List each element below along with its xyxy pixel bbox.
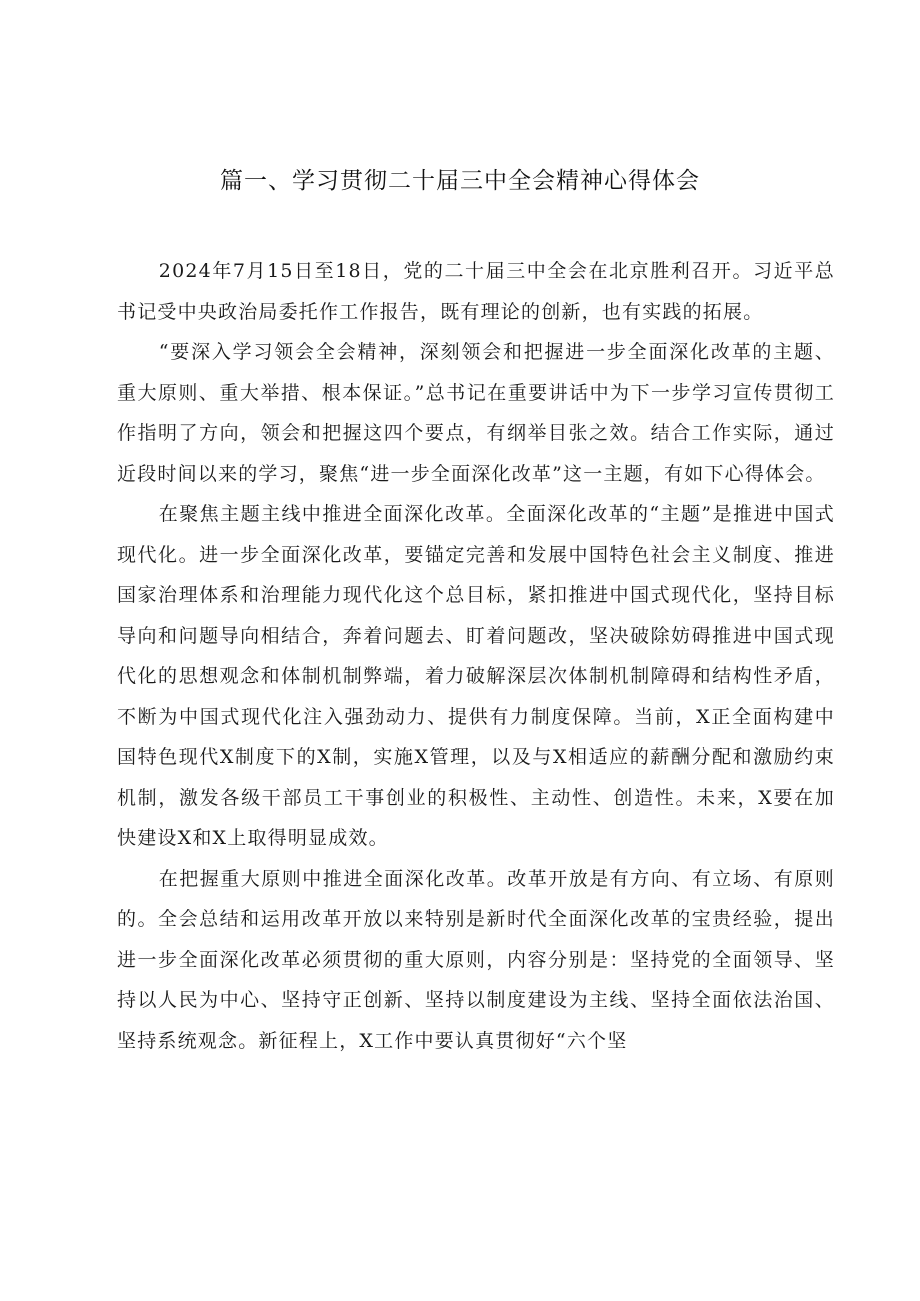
paragraph-theme: 在聚焦主题主线中推进全面深化改革。全面深化改革的“主题”是推进中国式现代化。进一步全面深化改革，要锚定完善和发展中国特色社会主义制度、推进国家治理体系和治理能力现代化这个总目标，紧扣推进中国式现代化，坚持目标导向和问题导向相结合，奔着问题去、盯着问题改，坚决破除妨碍推进中国式现代化的思想观念和体制机制弊端，着力破解深层次体制机制障碍和结构性矛盾，不断为中国式现代化注入强劲动力、提供有力制度保障。当前，X正全面构建中国特色现代X制度下的X制，实施X管理，以及与X相适应的薪酬分配和激励约束机制，激发各级干部员工干事创业的积极性、主动性、创造性。未来，X要在加快建设X和X上取得明显成效。: [117, 503, 835, 849]
paragraph-principles: 在把握重大原则中推进全面深化改革。改革开放是有方向、有立场、有原则的。全会总结和运用改革开放以来特别是新时代全面深化改革的宝贵经验，提出进一步全面深化改革必须贯彻的重大原则，内容分别是：坚持党的全面领导、坚持以人民为中心、坚持守正创新、坚持以制度建设为主线、坚持全面依法治国、坚持系统观念。新征程上，X工作中要认真贯彻好“六个坚: [117, 867, 835, 1052]
paragraph-quote: “要深入学习领会全会精神，深刻领会和把握进一步全面深化改革的主题、重大原则、重大举措、根本保证。”总书记在重要讲话中为下一步学习宣传贯彻工作指明了方向，领会和把握这四个要点，有纲举目张之效。结合工作实际，通过近段时间以来的学习，聚焦“进一步全面深化改革”这一主题，有如下心得体会。: [117, 341, 835, 485]
document-body: [117, 251, 835, 1061]
document-title: 篇一、学习贯彻二十届三中全会精神心得体会: [220, 168, 700, 194]
paragraph-intro: 2024年7月15日至18日，党的二十届三中全会在北京胜利召开。习近平总书记受中央政治局委托作工作报告，既有理论的创新，也有实践的拓展。: [117, 260, 835, 323]
